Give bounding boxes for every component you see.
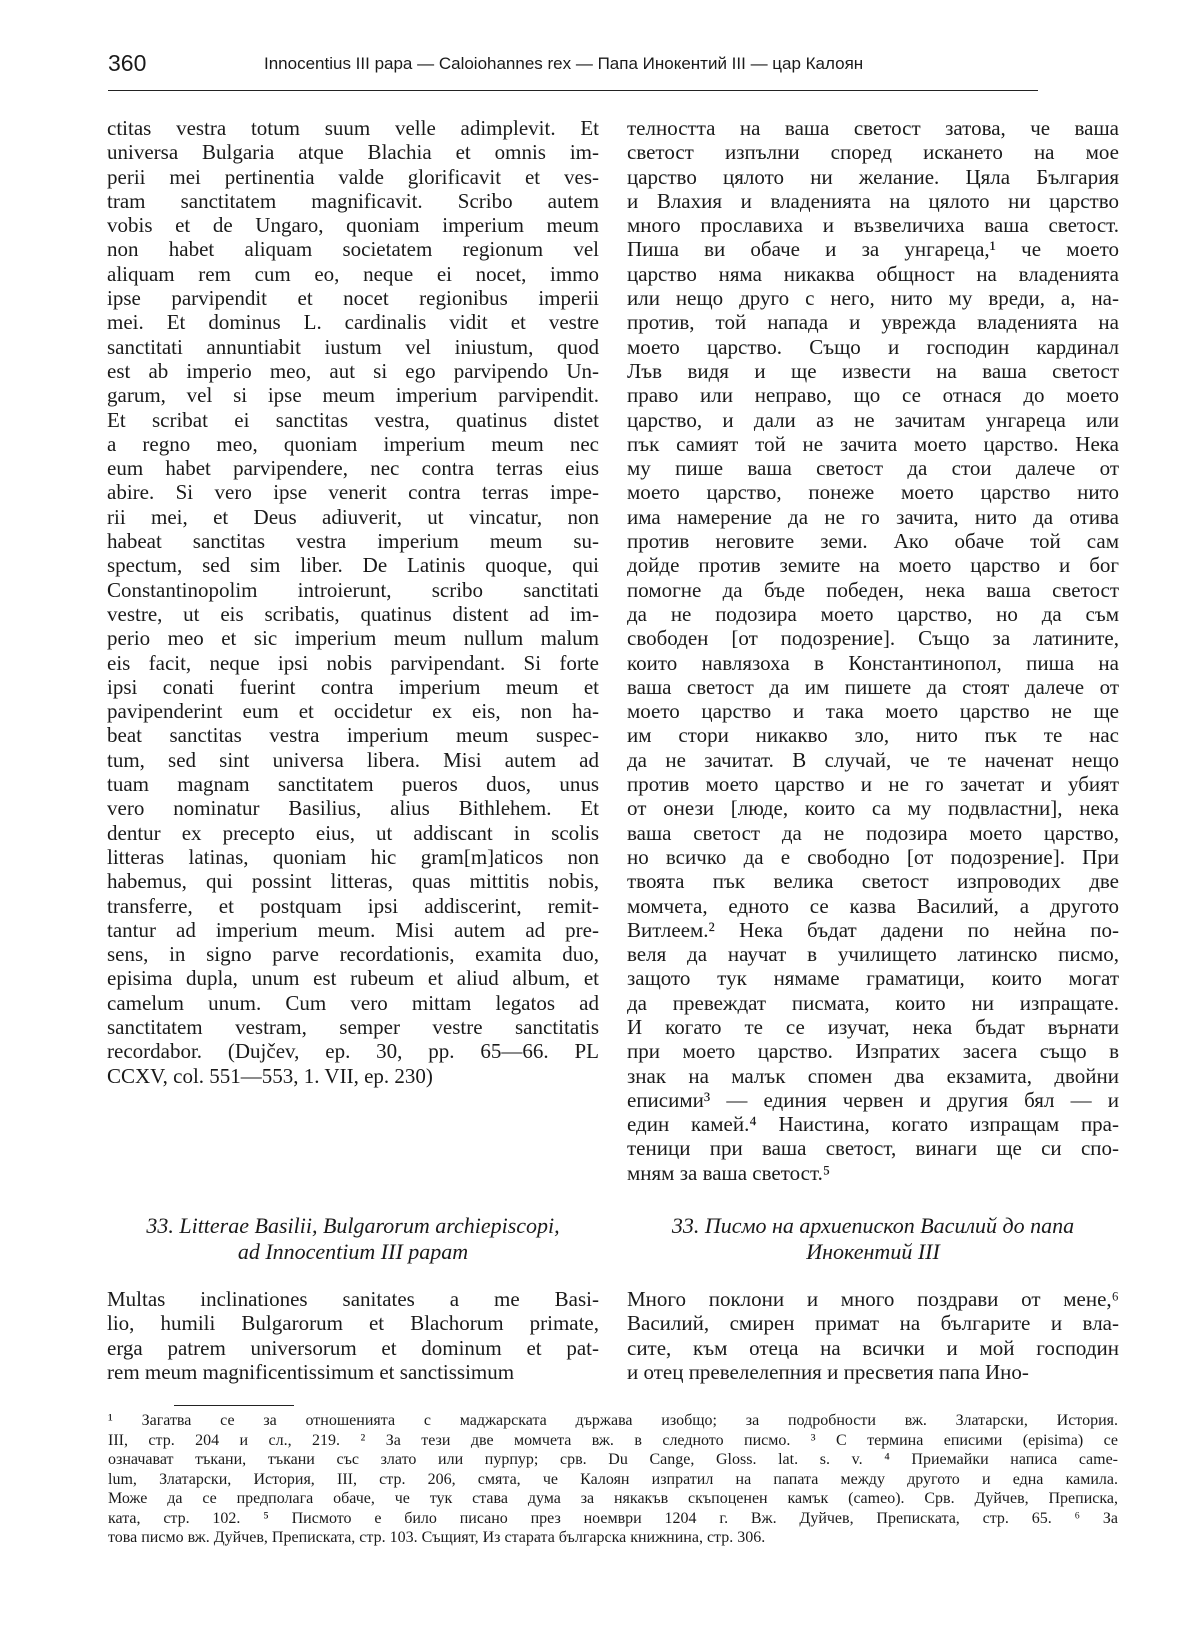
text-line: против, той напада и уврежда владенията на [627,310,1119,335]
text-line: transferre, et postquam ipsi addiscerint, remit- [107,893,599,918]
latin-section-heading [107,1213,599,1265]
bulgarian-section-heading [627,1213,1119,1265]
text-line: episima dupla, unum est rubeum et aliud album, et [107,966,599,991]
text-line: dentur ex precepto eius, ut addiscant in scolis [107,820,599,845]
text-line: еписими³ — единия червен и другия бял — и [627,1087,1119,1112]
text-line: sens, in signo parve recordationis, examita duo, [107,942,599,967]
heading-line: 33. Писмо на архиепископ Василий до папа [671,1213,1075,1238]
text-line: tram sanctitatem magnificavit. Scribo autem [107,188,599,213]
text-line: мням за ваша светост.⁵ [627,1160,831,1185]
text-line: CCXV, col. 551—553, 1. VII, ep. 230) [107,1063,433,1088]
text-line: царство няма никаква общност на владенията [627,261,1119,286]
text-line: rem meum magnificentissimum et sanctissimum [107,1359,515,1384]
text-line: при моето царство. Изпратих засега също в [627,1039,1119,1064]
text-line: Витлеем.² Нека бъдат дадени по нейна по- [627,917,1119,942]
text-line: знак на малък спомен два екзамита, двойни [627,1063,1119,1088]
text-line: est ab imperio meo, aut si ego parvipendo Un- [107,358,599,383]
text-line: ваша светост да не подозира моето царство, [627,820,1119,845]
footnote-line: ¹ Загатва се за отношенията с маджарската държава изобщо; за подробности вж. Златарски, История. [108,1412,1118,1429]
footnote-line: ката, стр. 102. ⁵ Писмото е било писано през ноември 1204 г. Вж. Дуйчев, Преписката, стр. 65. ⁶ За [108,1509,1118,1527]
text-line: ipsi conati fuerint contra imperium meum et [107,674,599,699]
text-line: ваша светост да им пишете да стоят далече от [627,674,1119,699]
text-line: от онези [люде, които са му подвластни], нека [627,796,1119,821]
bulgarian-text-column [627,116,1119,1185]
text-line: много прославиха и възвеличиха ваша светост. [627,213,1119,238]
text-line: защото тук нямаме граматици, които могат [627,966,1119,991]
text-line: tantur ad imperium meum. Misi autem ad pre- [107,917,599,942]
text-line: habemus, qui possint litteras, quas mittitis nobis, [107,869,599,894]
footnote-line: означават тъкани, тъкани със злато или пурпур; срв. Du Cange, Gloss. lat. s. v. ⁴ Приемайки написа came- [108,1451,1118,1468]
text-line: право или неправо, що се отнася до моето [627,383,1119,408]
text-line: abire. Si vero ipse venerit contra terras impe- [107,480,599,505]
text-line: Лъв видя и ще извести на ваша светост [627,358,1119,383]
text-line: litteras latinas, quoniam hic gram[m]aticos non [107,844,599,869]
text-line: пък самият той не зачита моето царство. Нека [627,431,1119,456]
text-line: rii mei, et Deus adiuverit, ut vincatur, non [107,504,599,529]
text-line: tum, sed sint universa libera. Misi autem ad [107,747,599,772]
text-line: perii mei pertinentia valde glorificavit et ves- [107,164,599,189]
text-line: телността на ваша светост затова, че ваша [627,116,1119,140]
text-line: помогне да бъде победен, нека ваша светост [627,577,1119,602]
text-line: теници при ваша светост, винаги ще си спо- [627,1136,1119,1161]
text-line: против моето царство и не го зачетат и убият [627,772,1119,797]
text-line: ctitas vestra totum suum velle adimplevit. Et [107,116,599,140]
text-line: pavipenderint eum et occidetur ex eis, non ha- [107,699,599,724]
text-line: твоята пък велика светост изпроводих две [627,869,1119,894]
heading-line: 33. Litterae Basilii, Bulgarorum archiepiscopi, [146,1213,560,1238]
text-line: моето царство, понеже моето царство нито [627,480,1119,505]
text-line: eum habet parvipendere, nec contra terras eius [107,456,599,481]
footnote-line: lum, Златарски, История, III, стр. 206, смята, че Калоян изпратил на папата между другото и една камила. [108,1470,1118,1488]
text-line: non habet aliquam societatem regionum vel [107,237,599,262]
text-line: Multas inclinationes sanitates a me Basi- [107,1287,599,1311]
text-line: Пиша ви обаче и за унгареца,¹ че моето [627,237,1119,262]
text-line: vero nominatur Basilius, alius Bithlehem. Et [107,796,599,821]
text-line: но всичко да е свободно [от подозрение]. При [627,844,1119,869]
heading-line: ad Innocentium III papam [237,1239,469,1264]
text-line: Et scribat ei sanctitas vestra, quatinus distet [107,407,599,432]
text-line: им стори никакво зло, нито пък те нас [627,723,1119,748]
text-line: recordabor. (Dujčev, ep. 30, pp. 65—66. PL [107,1039,599,1064]
running-title: Innocentius III papa — Caloiohannes rex — Папа Инокентий III — цар Калоян [264,54,864,73]
text-line: vobis et de Ungaro, quoniam imperium meum [107,213,599,238]
text-line: sanctitati annuntiabit iustum vel iniustum, quod [107,334,599,359]
footnotes [108,1411,1118,1548]
text-line: един камей.⁴ Наистина, когато изпращам пра- [627,1112,1119,1137]
text-line: beat sanctitas vestra imperium meum suspec- [107,723,599,748]
text-line: които навлязоха в Константинопол, пиша на [627,650,1119,675]
text-line: universa Bulgaria atque Blachia et omnis im- [107,140,599,165]
text-line: garum, vel si ipse meum imperium parvipendit. [107,383,599,408]
text-line: да не подозира моето царство, но да съм [627,601,1119,626]
text-line: царство цялото ни желание. Цяла България [627,164,1119,189]
footnote-separator [174,1405,294,1406]
text-line: erga patrem universorum et dominum et pat- [107,1335,599,1360]
text-line: tuam magnam sanctitatem pueros duos, unus [107,772,599,797]
text-line: дойде против земите на моето царство и бог [627,553,1119,578]
text-line: светост изпълни според искането на мое [627,140,1119,165]
footnote-line: III, стр. 204 и сл., 219. ² За тези две момчета вж. в следното писмо. ³ С термина еписими (episima) се [108,1431,1118,1449]
text-line: веля да научат в училището латинско писмо, [627,942,1119,967]
text-line: Василий, смирен примат на българите и вла- [627,1311,1119,1336]
latin-letter-opening [107,1287,599,1384]
text-line: и Влахия и владенията на цялото ни царство [627,188,1119,213]
text-line: моето царство. Също и господин кардинал [627,334,1119,359]
text-line: му пише ваша светост да стои далече от [627,456,1119,481]
bulgarian-letter-opening [627,1287,1119,1384]
text-line: perio meo et sic imperium meum nullum malum [107,626,599,651]
text-line: и отец превелелепния и пресветия папа Ино- [627,1359,1029,1384]
text-line: habeat sanctitas vestra imperium meum su- [107,529,599,554]
heading-line: Инокентий III [806,1239,940,1264]
text-line: сите, към отеца на всички и мой господин [627,1335,1119,1360]
footnote-line: Може да се предполага обаче, че тук става дума за някакъв скъпоценен камък (cameo). Срв. Дуйчев, Преписка, [108,1490,1118,1507]
text-line: да не зачитат. В случай, че те наченат нещо [627,747,1119,772]
text-line: spectum, sed sim liber. De Latinis quoque, qui [107,553,599,578]
text-line: camelum unum. Cum vero mittam legatos ad [107,990,599,1015]
text-line: sanctitatem vestram, semper vestre sanctitatis [107,1014,599,1039]
footnote-line: това писмо вж. Дуйчев, Преписката, стр. 103. Същият, Из старата българска книжнина, стр. 306. [108,1529,766,1546]
latin-text-column [107,116,599,1088]
text-line: vestre, ut eis scribatis, quatinus distent ad im- [107,601,599,626]
text-line: против неговите земи. Ако обаче той сам [627,529,1119,554]
text-line: има намерение да не го зачита, нито да отива [627,504,1119,529]
text-line: mei. Et dominus L. cardinalis vidit et vestre [107,310,599,335]
text-line: Много поклони и много поздрави от мене,⁶ [627,1287,1119,1311]
text-line: или нещо друго с него, нито му вреди, а, на- [627,286,1119,311]
text-line: Constantinopolim introierunt, scribo sanctitati [107,577,599,602]
text-line: aliquam rem cum eo, neque ei nocet, immo [107,261,599,286]
page-header [108,50,1038,91]
text-line: царство, и дали аз не зачитам унгареца или [627,407,1119,432]
text-line: eis facit, neque ipsi nobis parvipendant. Si forte [107,650,599,675]
text-line: да превеждат писмата, които ни изпращате. [627,990,1119,1015]
page-number: 360 [108,50,147,76]
text-line: момчета, едното се казва Василий, а другото [627,893,1119,918]
text-line: моето царство и така моето царство не ще [627,699,1119,724]
text-line: a regno meo, quoniam imperium meum nec [107,431,599,456]
text-line: И когато те се изучат, нека бъдат върнати [627,1014,1119,1039]
text-line: lio, humili Bulgarorum et Blachorum primate, [107,1311,599,1336]
text-line: свободен [от подозрение]. Също за латините, [627,626,1119,651]
text-line: ipse parvipendit et nocet regionibus imperii [107,286,599,311]
